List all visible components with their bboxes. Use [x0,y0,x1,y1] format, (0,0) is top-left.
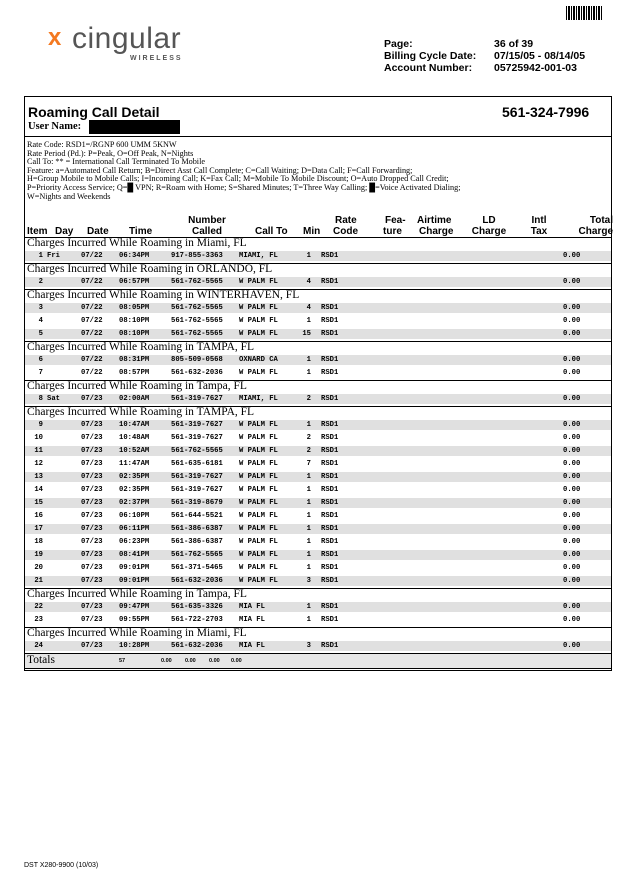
cell-item: 1 [38,252,43,260]
cell-total: 0.00 [563,330,581,338]
totals-airtime: 0.00 [161,658,172,664]
legend-line: Feature: a=Automated Call Return; B=Direct Asst Call Complete; C=Call Waiting; D=Data Call; F=Call Forwarding; [27,165,413,175]
cell-item: 5 [38,330,43,338]
cell-min: 1 [306,551,311,559]
cell-rate: RSD1 [321,356,339,364]
cell-total: 0.00 [563,460,581,468]
col-call-to: Call To [255,226,288,237]
cell-time: 06:34PM [119,252,150,260]
barcode [566,6,602,20]
cell-rate: RSD1 [321,486,339,494]
cell-date: 07/22 [81,356,103,364]
cell-time: 06:11PM [119,525,150,533]
table-row [25,251,611,261]
cell-total: 0.00 [563,564,581,572]
cell-rate: RSD1 [321,512,339,520]
cell-item: 4 [38,317,43,325]
cell-time: 09:47PM [119,603,150,611]
cell-total: 0.00 [563,434,581,442]
cell-min: 1 [306,486,311,494]
cell-date: 07/22 [81,317,103,325]
cell-min: 4 [306,304,311,312]
totals-label: Totals [27,654,55,666]
cell-total: 0.00 [563,642,581,650]
cell-total: 0.00 [563,486,581,494]
cell-number: 561-319-7627 [171,421,223,429]
cell-number: 917-855-3363 [171,252,223,260]
cell-callto: W PALM FL [239,564,278,572]
cell-rate: RSD1 [321,551,339,559]
table-row [25,329,611,339]
section-heading: Charges Incurred While Roaming in Tampa, FL [27,380,247,392]
cell-number: 561-762-5565 [171,551,223,559]
cell-time: 08:57PM [119,369,150,377]
table-row [25,303,611,313]
cell-min: 1 [306,512,311,520]
cell-callto: W PALM FL [239,486,278,494]
cell-date: 07/23 [81,577,103,585]
cell-rate: RSD1 [321,434,339,442]
cell-number: 561-319-8679 [171,499,223,507]
cell-min: 2 [306,447,311,455]
cell-item: 14 [34,486,43,494]
cell-time: 02:35PM [119,473,150,481]
cell-number: 561-386-6387 [171,538,223,546]
cell-rate: RSD1 [321,564,339,572]
cell-time: 09:55PM [119,616,150,624]
col-number: Number Called [188,215,226,237]
cell-date: 07/23 [81,447,103,455]
cell-callto: W PALM FL [239,278,278,286]
cell-min: 4 [306,278,311,286]
cell-number: 561-762-5565 [171,278,223,286]
cell-callto: W PALM FL [239,369,278,377]
cell-number: 561-722-2703 [171,616,223,624]
cell-item: 3 [38,304,43,312]
col-date: Date [87,226,109,237]
cell-item: 21 [34,577,43,585]
totals-intl: 0.00 [209,658,220,664]
page-title: Roaming Call Detail [28,104,160,120]
cell-callto: MIA FL [239,642,265,650]
cell-total: 0.00 [563,356,581,364]
cell-total: 0.00 [563,551,581,559]
col-item: Item [27,226,48,237]
cell-number: 561-762-5565 [171,304,223,312]
cell-number: 561-762-5565 [171,447,223,455]
account-row: Account Number: 05725942-001-03 [384,62,577,74]
cell-date: 07/23 [81,642,103,650]
logo-wordmark: cingular [72,22,182,55]
cell-total: 0.00 [563,278,581,286]
cell-rate: RSD1 [321,642,339,650]
totals-row [25,653,611,669]
cell-rate: RSD1 [321,252,339,260]
cell-total: 0.00 [563,616,581,624]
col-feature: Fea- ture [383,215,406,237]
table-row [25,446,611,456]
cell-min: 15 [302,330,311,338]
cell-callto: W PALM FL [239,525,278,533]
redacted-user-name [89,120,180,134]
cell-date: 07/23 [81,434,103,442]
cell-item: 15 [34,499,43,507]
cell-callto: MIAMI, FL [239,252,278,260]
cell-time: 09:01PM [119,577,150,585]
cell-item: 2 [38,278,43,286]
cell-time: 06:23PM [119,538,150,546]
roaming-detail-box [24,96,612,671]
cell-rate: RSD1 [321,525,339,533]
cell-min: 1 [306,525,311,533]
cell-total: 0.00 [563,603,581,611]
cell-time: 08:05PM [119,304,150,312]
col-airtime: Airtime Charge [417,215,454,237]
totals-total: 0.00 [231,658,242,664]
cell-number: 561-371-5465 [171,564,223,572]
cell-total: 0.00 [563,538,581,546]
cell-time: 08:41PM [119,551,150,559]
cell-item: 17 [34,525,43,533]
cell-date: 07/23 [81,525,103,533]
cell-date: 07/23 [81,603,103,611]
phone-number: 561-324-7996 [502,104,590,120]
cell-min: 1 [306,538,311,546]
cell-callto: W PALM FL [239,538,278,546]
legend-line: P=Priority Access Service; Q=█ VPN; R=Roam with Home; S=Shared Minutes; T=Three Way Calling; █=Voice Activated Dialing; [27,182,461,192]
section-heading: Charges Incurred While Roaming in ORLANDO, FL [27,263,273,275]
legend-line: Call To: ** = International Call Terminated To Mobile [27,157,205,167]
section-heading: Charges Incurred While Roaming in Miami, FL [27,237,247,249]
cell-date: 07/23 [81,538,103,546]
table-row [25,459,611,469]
cell-rate: RSD1 [321,369,339,377]
cell-item: 12 [34,460,43,468]
cell-date: 07/23 [81,564,103,572]
cell-item: 6 [38,356,43,364]
cell-time: 06:10PM [119,512,150,520]
cell-time: 08:10PM [119,317,150,325]
cell-rate: RSD1 [321,447,339,455]
totals-min: 57 [119,658,126,664]
cell-min: 1 [306,499,311,507]
cell-min: 1 [306,317,311,325]
cell-date: 07/22 [81,304,103,312]
cell-time: 08:31PM [119,356,150,364]
cell-number: 561-644-5521 [171,512,223,520]
cell-callto: W PALM FL [239,460,278,468]
cell-rate: RSD1 [321,330,339,338]
cell-total: 0.00 [563,499,581,507]
legend-line: Rate Code: RSD1=/RGNP 600 UMM 5KNW [27,140,177,149]
legend-line: W=Nights and Weekends [27,191,111,201]
cell-callto: MIA FL [239,603,265,611]
cell-item: 16 [34,512,43,520]
cell-callto: W PALM FL [239,317,278,325]
cell-total: 0.00 [563,252,581,260]
cell-min: 1 [306,616,311,624]
cell-min: 3 [306,642,311,650]
cell-date: 07/23 [81,460,103,468]
cell-rate: RSD1 [321,499,339,507]
cell-date: 07/22 [81,330,103,338]
cell-total: 0.00 [563,577,581,585]
cell-time: 06:57PM [119,278,150,286]
cell-callto: W PALM FL [239,473,278,481]
cell-number: 561-632-2036 [171,577,223,585]
col-time: Time [129,226,153,237]
cell-item: 22 [34,603,43,611]
section-heading: Charges Incurred While Roaming in Tampa, FL [27,588,247,600]
cell-rate: RSD1 [321,395,339,403]
table-row [25,485,611,495]
cell-day: Fri [47,252,60,260]
cell-callto: W PALM FL [239,512,278,520]
cell-callto: W PALM FL [239,577,278,585]
cell-total: 0.00 [563,317,581,325]
cell-number: 561-635-6181 [171,460,223,468]
cell-number: 561-632-2036 [171,369,223,377]
section-heading: Charges Incurred While Roaming in TAMPA, FL [27,341,255,353]
cell-callto: MIA FL [239,616,265,624]
table-row [25,316,611,326]
totals-ld: 0.00 [185,658,196,664]
table-row [25,524,611,534]
cell-item: 11 [34,447,43,455]
cell-item: 24 [34,642,43,650]
cell-time: 10:52AM [119,447,150,455]
cell-callto: W PALM FL [239,330,278,338]
col-ld: LD Charge [471,215,507,237]
cell-total: 0.00 [563,512,581,520]
cell-rate: RSD1 [321,603,339,611]
table-row [25,277,611,287]
cell-item: 8 [38,395,43,403]
table-row [25,472,611,482]
cell-min: 1 [306,473,311,481]
cell-number: 561-635-3326 [171,603,223,611]
table-row [25,602,611,612]
cell-callto: W PALM FL [239,434,278,442]
cell-callto: W PALM FL [239,499,278,507]
table-row [25,537,611,547]
cell-time: 08:10PM [119,330,150,338]
cell-number: 561-319-7627 [171,395,223,403]
cell-rate: RSD1 [321,460,339,468]
cell-min: 1 [306,421,311,429]
cell-time: 11:47AM [119,460,150,468]
cell-total: 0.00 [563,447,581,455]
cell-total: 0.00 [563,369,581,377]
cell-min: 1 [306,369,311,377]
cell-rate: RSD1 [321,577,339,585]
cell-time: 10:48AM [119,434,150,442]
cell-time: 10:47AM [119,421,150,429]
cell-item: 18 [34,538,43,546]
cell-min: 1 [306,252,311,260]
account-row: Page: 36 of 39 [384,38,534,50]
cell-total: 0.00 [563,304,581,312]
table-row [25,433,611,443]
cell-date: 07/23 [81,551,103,559]
cell-rate: RSD1 [321,473,339,481]
cell-rate: RSD1 [321,616,339,624]
cell-date: 07/23 [81,395,103,403]
form-code: DST X280-9900 (10/03) [24,862,99,869]
legend-line: Rate Period (Pd.): P=Peak, O=Off Peak, N=Nights [27,148,194,158]
cell-date: 07/23 [81,616,103,624]
table-row [25,511,611,521]
cell-time: 10:28PM [119,642,150,650]
table-row [25,576,611,586]
cell-date: 07/23 [81,473,103,481]
cell-date: 07/23 [81,421,103,429]
table-row [25,420,611,430]
cell-item: 23 [34,616,43,624]
cell-date: 07/23 [81,486,103,494]
table-row [25,563,611,573]
cell-number: 561-762-5565 [171,317,223,325]
table-row [25,498,611,508]
cell-rate: RSD1 [321,304,339,312]
table-row [25,550,611,560]
cell-min: 1 [306,603,311,611]
cell-rate: RSD1 [321,421,339,429]
account-info [384,38,585,74]
legend-line: H=Group Mobile to Mobile Calls; I=Incoming Call; K=Fax Call; M=Mobile To Mobile Discount; O=Auto Dropped Call Credit; [27,174,449,184]
cell-number: 561-319-7627 [171,486,223,494]
col-total: Total Charge [578,215,613,237]
cell-number: 561-319-7627 [171,473,223,481]
cell-time: 02:35PM [119,486,150,494]
cell-time: 02:37PM [119,499,150,507]
col-day: Day [55,226,74,237]
cingular-mark-icon: x [48,24,62,51]
cell-item: 20 [34,564,43,572]
cell-date: 07/22 [81,278,103,286]
cell-day: Sat [47,395,60,403]
cell-number: 561-319-7627 [171,434,223,442]
table-row [25,368,611,378]
cell-number: 561-632-2036 [171,642,223,650]
col-intl: Intl Tax [530,215,548,237]
section-heading: Charges Incurred While Roaming in TAMPA, FL [27,406,255,418]
table-row [25,394,611,404]
table-row [25,641,611,651]
cell-rate: RSD1 [321,317,339,325]
cell-rate: RSD1 [321,538,339,546]
cell-item: 13 [34,473,43,481]
cell-rate: RSD1 [321,278,339,286]
cell-time: 02:00AM [119,395,150,403]
col-min: Min [303,226,321,237]
cell-item: 19 [34,551,43,559]
cell-item: 9 [38,421,43,429]
table-row [25,355,611,365]
user-name-label: User Name: [28,121,82,132]
section-heading: Charges Incurred While Roaming in WINTERHAVEN, FL [27,289,300,301]
logo-subtitle: WIRELESS [130,55,183,62]
cell-min: 7 [306,460,311,468]
cell-number: 805-509-0568 [171,356,223,364]
cell-callto: W PALM FL [239,304,278,312]
cell-date: 07/22 [81,252,103,260]
cell-callto: MIAMI, FL [239,395,278,403]
cell-total: 0.00 [563,421,581,429]
legend [27,141,609,201]
cell-callto: W PALM FL [239,551,278,559]
cell-number: 561-386-6387 [171,525,223,533]
cell-min: 1 [306,564,311,572]
table-row [25,615,611,625]
cell-date: 07/22 [81,369,103,377]
cell-min: 2 [306,434,311,442]
col-rate: Rate Code [333,215,358,237]
cell-number: 561-762-5565 [171,330,223,338]
cell-total: 0.00 [563,473,581,481]
divider [25,136,611,137]
cell-date: 07/23 [81,499,103,507]
cell-date: 07/23 [81,512,103,520]
cell-total: 0.00 [563,525,581,533]
cell-callto: W PALM FL [239,421,278,429]
cell-callto: W PALM FL [239,447,278,455]
cell-item: 10 [34,434,43,442]
cell-item: 7 [38,369,43,377]
cell-min: 1 [306,356,311,364]
cell-callto: OXNARD CA [239,356,278,364]
cell-time: 09:01PM [119,564,150,572]
cell-min: 3 [306,577,311,585]
account-row: Billing Cycle Date: 07/15/05 - 08/14/05 [384,50,586,62]
section-heading: Charges Incurred While Roaming in Miami, FL [27,627,247,639]
cell-min: 2 [306,395,311,403]
cell-total: 0.00 [563,395,581,403]
